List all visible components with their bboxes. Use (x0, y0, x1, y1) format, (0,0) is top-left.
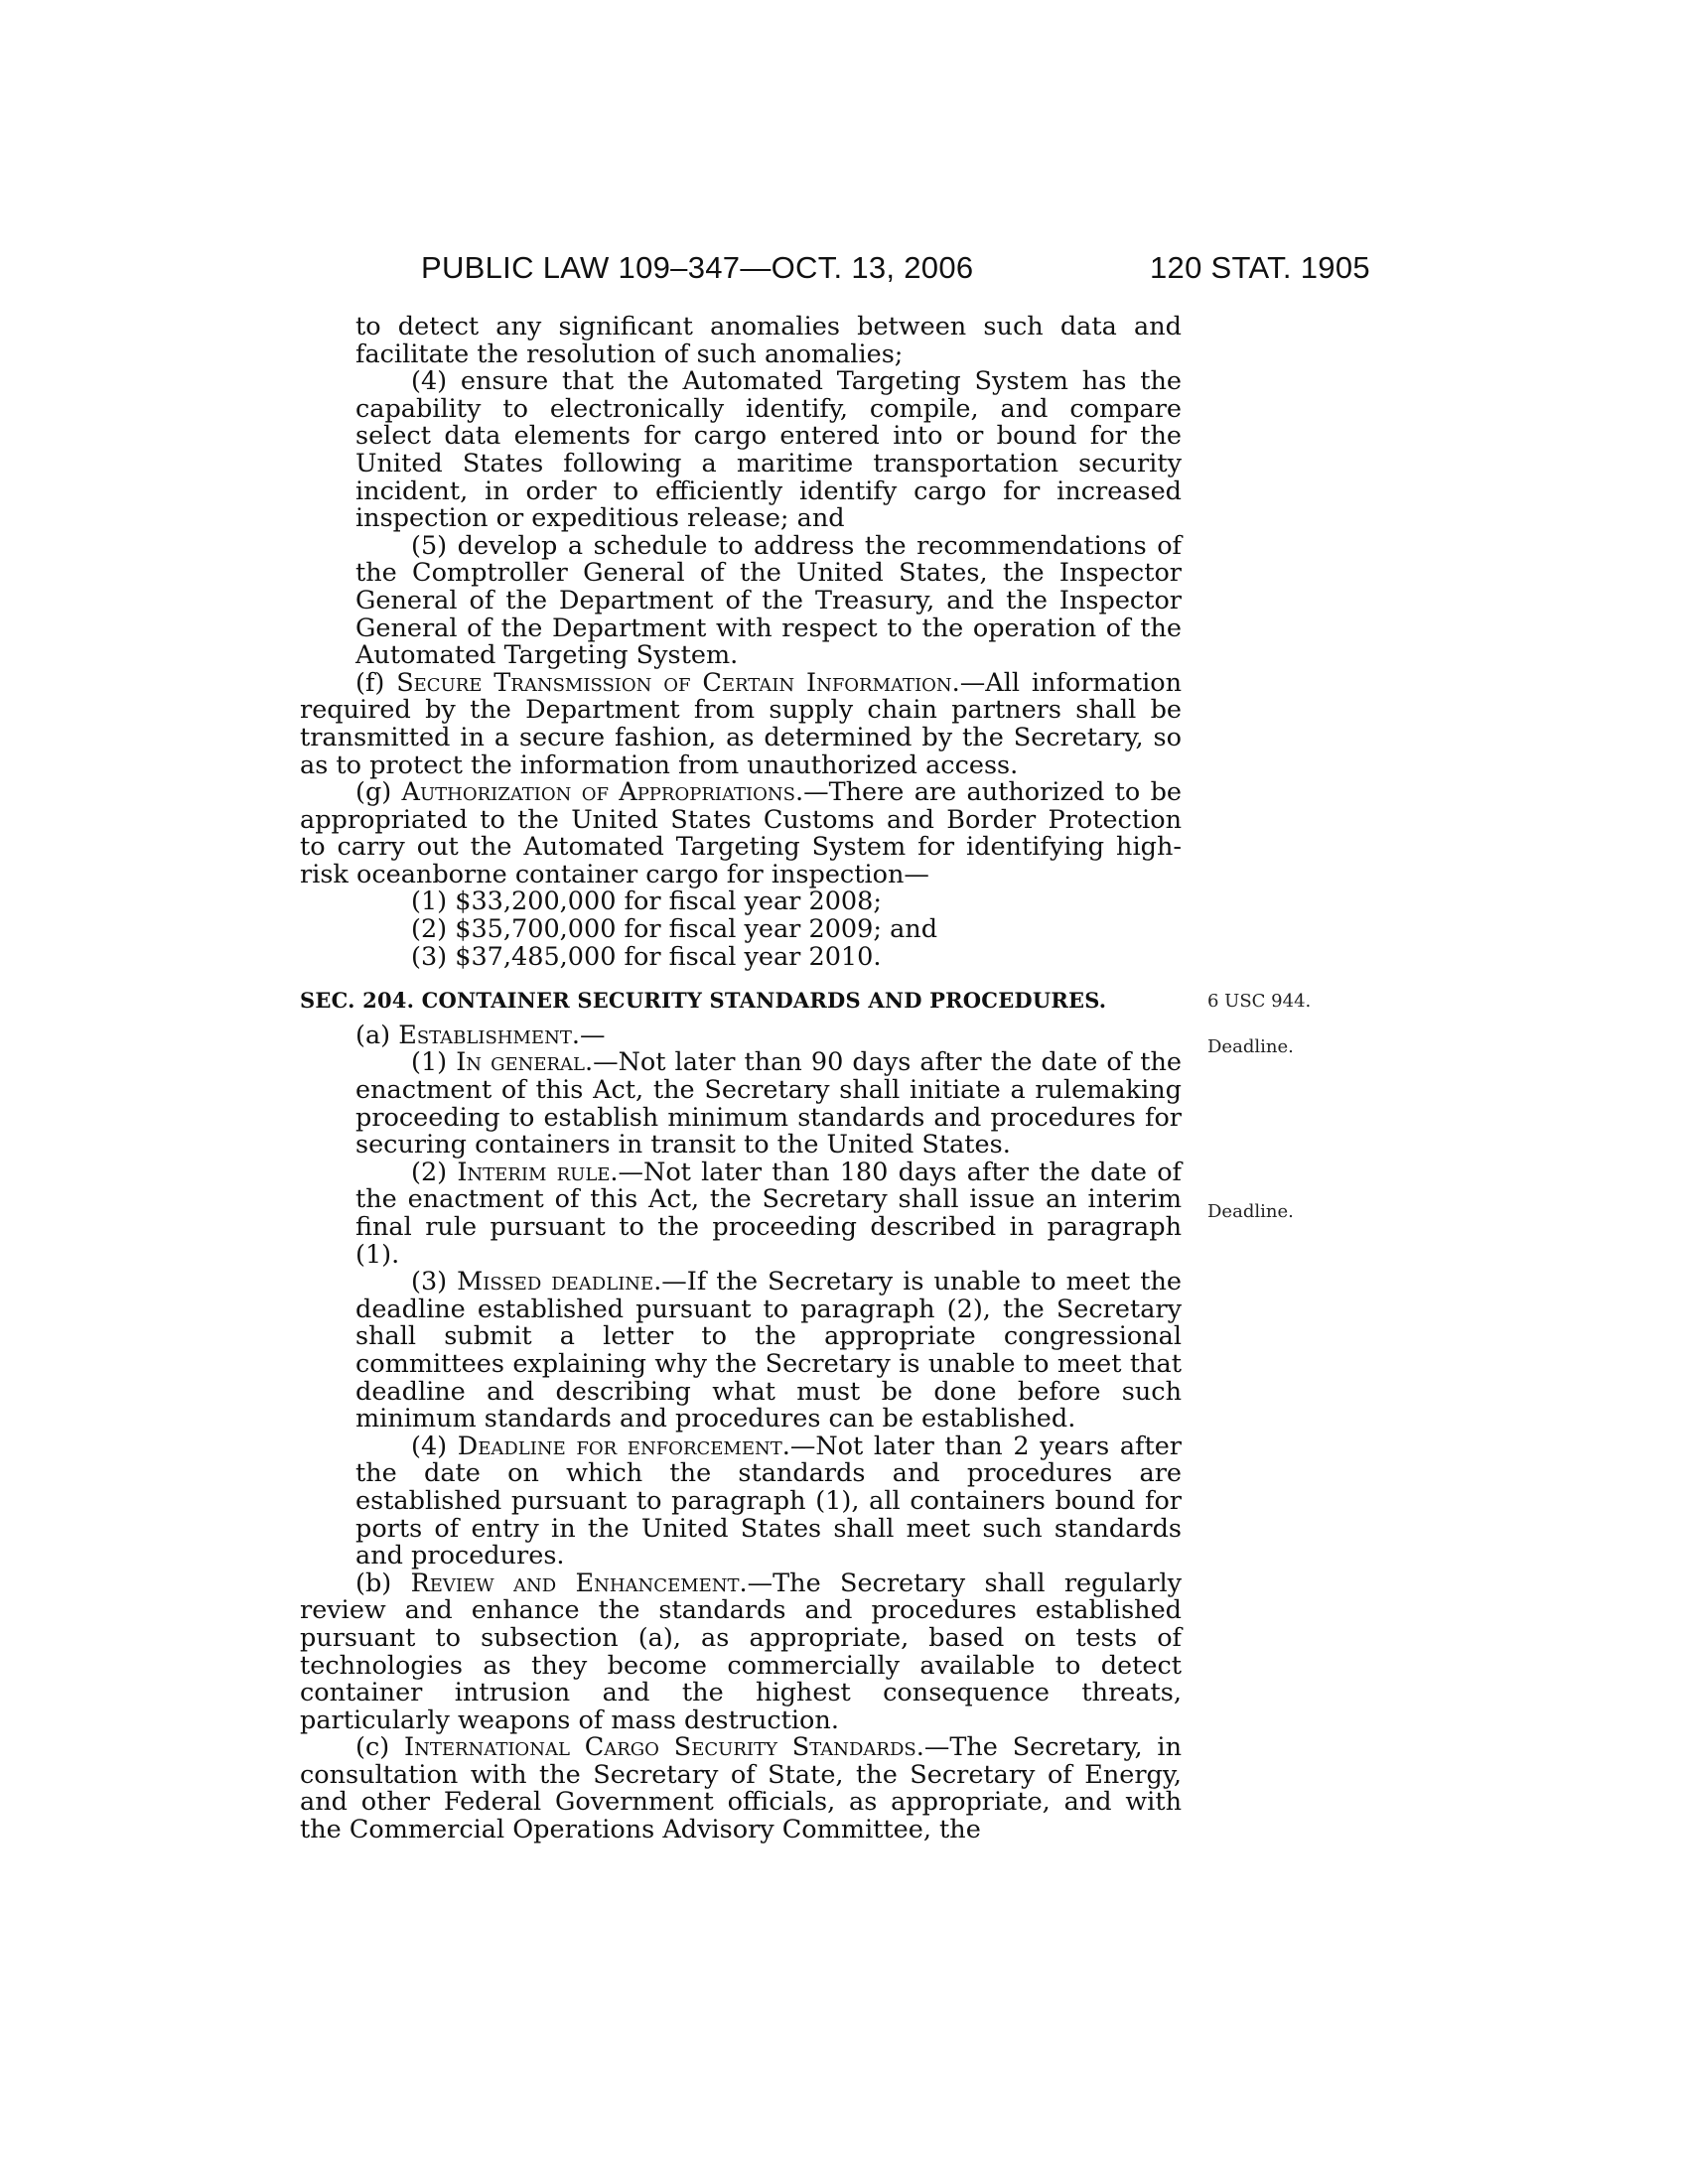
subsection-g (300, 779, 1182, 888)
paragraph-a4 (300, 1433, 1182, 1570)
subsection-c-text: —The Secretary, in consultation with the Secretary of State, the Secretary of Energy, and other Federal Government officials, as appropriate, and with the Commercial Operations Advisory Committee, the (300, 1732, 1183, 1845)
subsection-c (300, 1734, 1182, 1843)
appropriation-item-1: (1) $33,200,000 for fiscal year 2008; (411, 887, 882, 917)
appropriation-item-2: (2) $35,700,000 for fiscal year 2009; and (411, 914, 938, 945)
paragraph-5: (5) develop a schedule to address the recommendations of the Comptroller General of the United States, the Inspector General of the Department of the Treasury, and the Inspector General of the Department with respect to the operation of the Automated Targeting System. (355, 530, 1182, 671)
running-header-title: PUBLIC LAW 109–347—OCT. 13, 2006 (421, 250, 974, 285)
subsection-b-label: (b) (355, 1568, 411, 1598)
paragraph-a3 (300, 1269, 1182, 1433)
paragraph-a2-label: (2) (411, 1157, 458, 1187)
paragraph-a2 (300, 1157, 1182, 1270)
paragraph-4: (4) ensure that the Automated Targeting System has the capability to electronically identify, compile, and compare select data elements for cargo entered into or bound for the United States following a maritime transportation security incident, in order to efficiently identify cargo for increased inspection or expeditious release; and (355, 366, 1182, 534)
section-heading: SEC. 204. CONTAINER SECURITY STANDARDS AND PROCEDURES. (300, 988, 1107, 1014)
subsection-g-label: (g) (355, 777, 402, 808)
paragraph-a3-text: —If the Secretary is unable to meet the deadline established pursuant to paragraph (2), the Secretary shall submit a letter to the appropriate congressional committees explaining why the Secretary is unable to meet that deadline and describing what must be done before such minimum standards and procedures can be established. (355, 1267, 1182, 1434)
subsection-b (300, 1570, 1182, 1735)
paragraph-a4-text: —Not later than 2 years after the date on which the standards and procedures are established pursuant to paragraph (1), all containers bound for ports of entry in the United States shall meet such standards and procedures. (355, 1431, 1182, 1571)
paragraph-a4-label: (4) (411, 1431, 458, 1461)
subsection-c-caption: International Cargo Security Standards. (404, 1732, 924, 1763)
paragraph-a2-text: —Not later than 180 days after the date of the enactment of this Act, the Secretary shall issue an interim final rule pursuant to the proceeding described in paragraph (1). (355, 1157, 1182, 1270)
continued-paragraph-3: to detect any significant anomalies between such data and facilitate the resolution of such anomalies; (355, 312, 1182, 369)
margin-note-deadline: Deadline. (1207, 1201, 1294, 1222)
subsection-a (300, 1020, 1182, 1050)
appropriation-item-3: (3) $37,485,000 for fiscal year 2010. (411, 941, 882, 972)
statute-body (300, 314, 1182, 1844)
paragraph-a1-text: —Not later than 90 days after the date of the enactment of this Act, the Secretary shall initiate a rulemaking proceeding to establish minimum standards and procedures for securing containers in transit to the United States. (355, 1047, 1183, 1160)
subsection-a-label: (a) (355, 1020, 399, 1050)
subsection-b-text: —The Secretary shall regularly review and enhance the standards and procedures established pursuant to subsection (a), as appropriate, based on tests of technologies as they become commercially available to detect container intrusion and the highest consequence threats, particularly weapons of mass destruction. (300, 1568, 1183, 1735)
paragraph-a3-label: (3) (411, 1267, 458, 1297)
subsection-g-text: —There are authorized to be appropriated to the United States Customs and Border Protection to carry out the Automated Targeting System for identifying high-risk oceanborne container cargo for inspection— (300, 777, 1182, 889)
paragraph-a2-caption: Interim rule. (457, 1157, 619, 1187)
subsection-a-dash: — (579, 1020, 606, 1050)
subsection-b-caption: Review and Enhancement. (410, 1568, 748, 1598)
paragraph-a1-label: (1) (411, 1047, 457, 1078)
margin-note-deadline: Deadline. (1207, 1036, 1294, 1057)
paragraph-a1-caption: In general. (456, 1047, 594, 1078)
subsection-a-caption: Establishment. (398, 1020, 580, 1050)
subsection-g-caption: Authorization of Appropriations. (401, 777, 804, 808)
page-reference: 120 STAT. 1905 (1150, 250, 1370, 285)
subsection-f-label: (f) (355, 667, 397, 698)
subsection-f-caption: Secure Transmission of Certain Information. (396, 667, 960, 698)
subsection-f-text: —All information required by the Department from supply chain partners shall be transmitted in a secure fashion, as determined by the Secretary, so as to protect the information from unauthorized access. (300, 667, 1182, 780)
margin-note-usc-citation: 6 USC 944. (1207, 991, 1312, 1012)
subsection-c-label: (c) (355, 1732, 405, 1763)
paragraph-a1 (300, 1049, 1182, 1159)
subsection-f (300, 667, 1182, 780)
paragraph-a4-caption: Deadline for enforcement. (457, 1431, 790, 1461)
paragraph-a3-caption: Missed deadline. (457, 1267, 662, 1297)
